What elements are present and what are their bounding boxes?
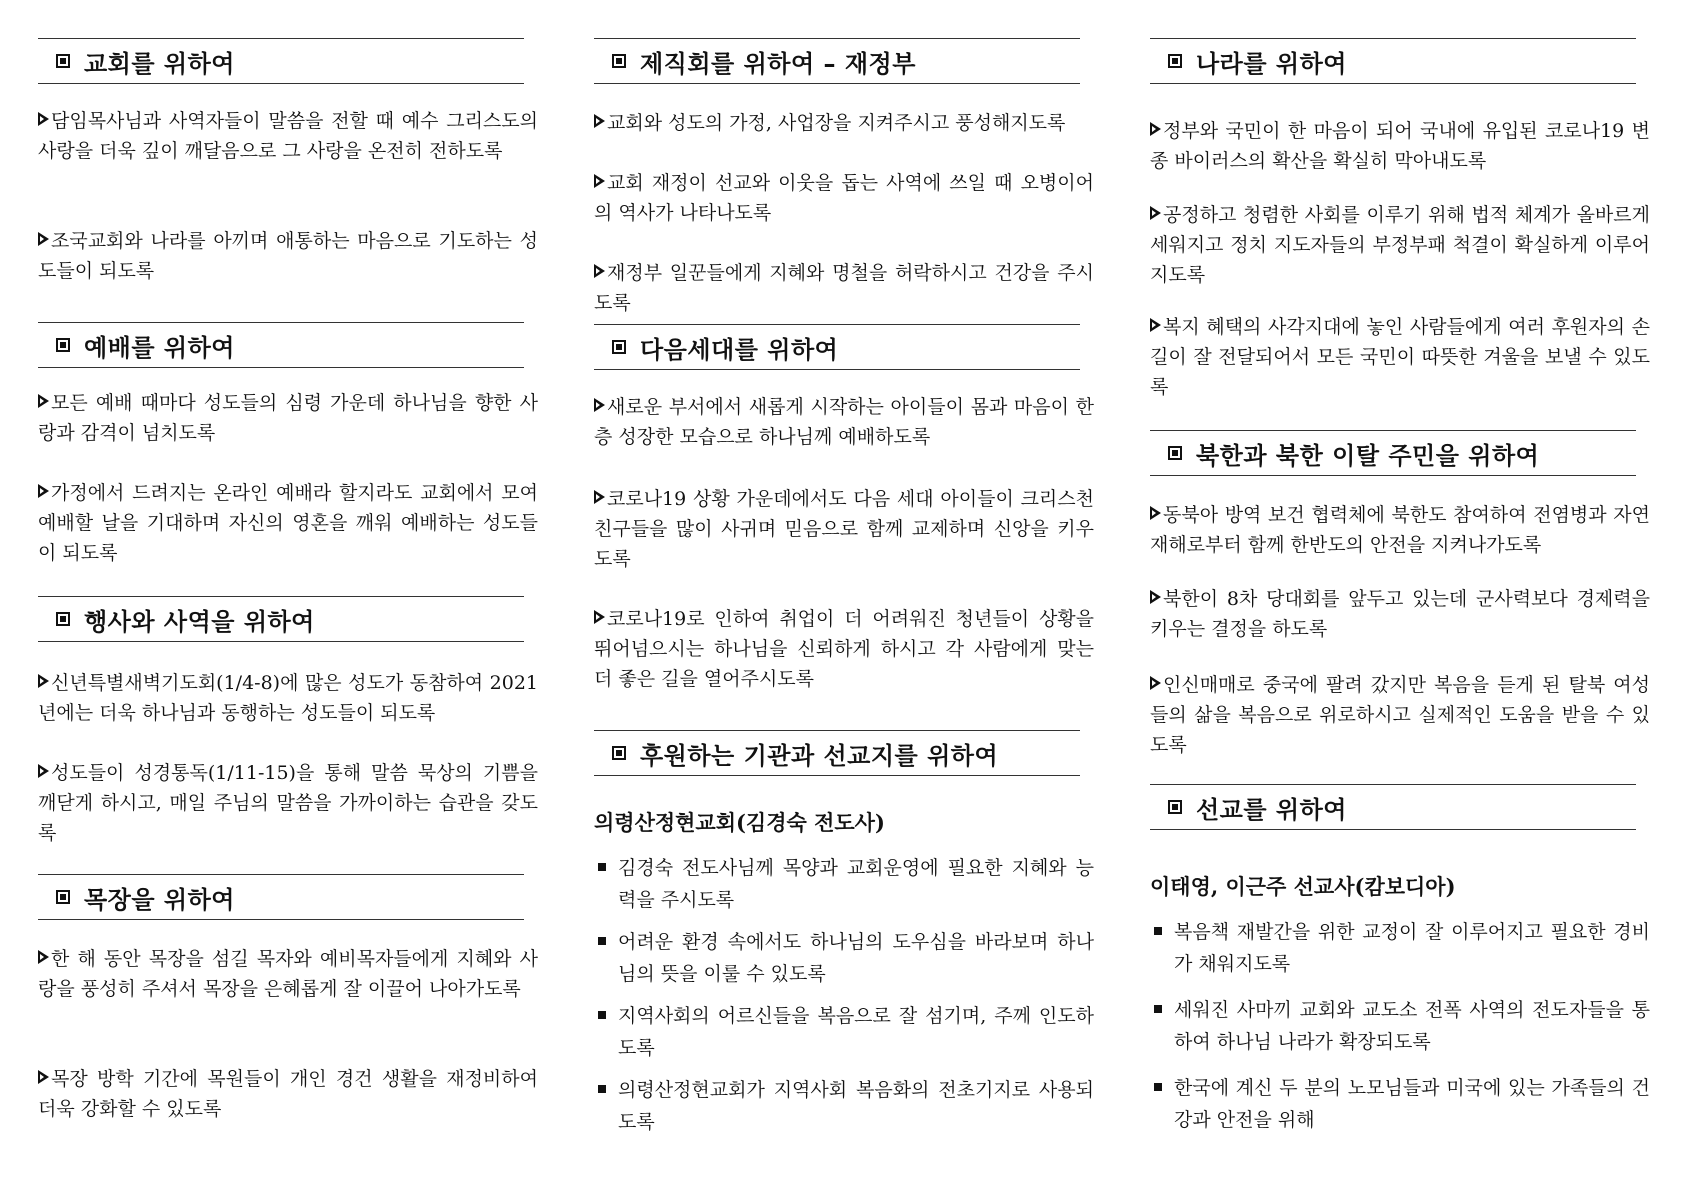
prayer-item: 성도들이 성경통독(1/11-15)을 통해 말씀 묵상의 기쁨을 깨닫게 하시고, 매일 주님의 말씀을 가까이하는 습관을 갖도록 [38,762,538,844]
triangle-bullet-icon [594,398,605,412]
triangle-bullet-icon [1150,122,1161,136]
section-title: 후원하는 기관과 선교지를 위하여 [640,741,999,770]
triangle-bullet-icon [38,950,49,964]
prayer-item: 코로나19 상황 가운데에서도 다음 세대 아이들이 크리스천 친구들을 많이 사귀며 믿음으로 함께 교제하며 신앙을 키우도록 [594,488,1094,570]
prayer-item: 코로나19로 인하여 취업이 더 어려워진 청년들이 상황을 뛰어넘으시는 하나님을 신뢰하게 하시고 각 사람에게 맞는 더 좋은 길을 열어주시도록 [594,608,1094,690]
bullet-item: 복음책 재발간을 위한 교정이 잘 이루어지고 필요한 경비가 채워지도록 [1150,916,1650,980]
square-bullet-icon [612,746,626,760]
prayer-item: 교회 재정이 선교와 이웃을 돕는 사역에 쓰일 때 오병이어의 역사가 나타나도록 [594,172,1094,224]
triangle-bullet-icon [38,1070,49,1084]
triangle-bullet-icon [38,674,49,688]
triangle-bullet-icon [594,490,605,504]
section-header-next-generation [594,324,1080,370]
prayer-item: 목장 방학 기간에 목원들이 개인 경건 생활을 재정비하여 더욱 강화할 수 있도록 [38,1068,538,1120]
bullet-item: 의령산정현교회가 지역사회 복음화의 전초기지로 사용되도록 [594,1074,1094,1138]
square-bullet-icon [598,937,606,945]
prayer-item: 북한이 8차 당대회를 앞두고 있는데 군사력보다 경제력을 키우는 결정을 하도록 [1150,588,1650,640]
triangle-bullet-icon [38,394,49,408]
prayer-item: 복지 혜택의 사각지대에 놓인 사람들에게 여러 후원자의 손길이 잘 전달되어서 모든 국민이 따뜻한 겨울을 보낼 수 있도록 [1150,316,1650,398]
square-bullet-icon [1154,1005,1162,1013]
square-bullet-icon [598,1011,606,1019]
prayer-item: 모든 예배 때마다 성도들의 심령 가운데 하나님을 향한 사랑과 감격이 넘치도록 [38,392,538,444]
square-bullet-icon [1154,927,1162,935]
square-bullet-icon [56,890,70,904]
square-bullet-icon [598,1085,606,1093]
square-bullet-icon [56,338,70,352]
prayer-item: 인신매매로 중국에 팔려 갔지만 복음을 듣게 된 탈북 여성들의 삶을 복음으로 위로하시고 실제적인 도움을 받을 수 있도록 [1150,674,1650,756]
section-header-nation [1150,38,1636,84]
prayer-item: 교회와 성도의 가정, 사업장을 지켜주시고 풍성해지도록 [594,108,1094,138]
bullet-item: 어려운 환경 속에서도 하나님의 도우심을 바라보며 하나님의 뜻을 이룰 수 있도록 [594,926,1094,990]
square-bullet-icon [1168,800,1182,814]
triangle-bullet-icon [594,114,605,128]
section-header-supported-missions [594,730,1080,776]
section-title: 행사와 사역을 위하여 [84,607,315,636]
prayer-item: 가정에서 드려지는 온라인 예배라 할지라도 교회에서 모여 예배할 날을 기대하며 자신의 영혼을 깨워 예배하는 성도들이 되도록 [38,482,538,564]
section-header-events [38,596,524,642]
bullet-item: 한국에 계신 두 분의 노모님들과 미국에 있는 가족들의 건강과 안전을 위해 [1150,1072,1650,1136]
square-bullet-icon [56,612,70,626]
prayer-item: 조국교회와 나라를 아끼며 애통하는 마음으로 기도하는 성도들이 되도록 [38,230,538,282]
prayer-item: 재정부 일꾼들에게 지혜와 명철을 허락하시고 건강을 주시도록 [594,262,1094,314]
triangle-bullet-icon [594,174,605,188]
square-bullet-icon [598,863,606,871]
prayer-item: 동북아 방역 보건 협력체에 북한도 참여하여 전염병과 자연재해로부터 함께 한반도의 안전을 지켜나가도록 [1150,504,1650,556]
bullet-item: 김경숙 전도사님께 목양과 교회운영에 필요한 지혜와 능력을 주시도록 [594,852,1094,916]
section-header-north-korea [1150,430,1636,476]
section-title: 목장을 위하여 [84,885,235,914]
triangle-bullet-icon [1150,590,1161,604]
triangle-bullet-icon [38,484,49,498]
square-bullet-icon [1168,54,1182,68]
section-header-missions [1150,784,1636,830]
section-title: 북한과 북한 이탈 주민을 위하여 [1196,441,1540,470]
prayer-item: 새로운 부서에서 새롭게 시작하는 아이들이 몸과 마음이 한층 성장한 모습으로 하나님께 예배하도록 [594,396,1094,448]
section-header-worship [38,322,524,368]
triangle-bullet-icon [594,610,605,624]
square-bullet-icon [1168,446,1182,460]
prayer-item: 공정하고 청렴한 사회를 이루기 위해 법적 체계가 올바르게 세워지고 정치 지도자들의 부정부패 척결이 확실하게 이루어지도록 [1150,204,1650,286]
mission-subtitle: 의령산정현교회(김경숙 전도사) [594,810,885,835]
square-bullet-icon [612,340,626,354]
section-title: 예배를 위하여 [84,333,235,362]
bullet-item: 지역사회의 어르신들을 복음으로 잘 섬기며, 주께 인도하도록 [594,1000,1094,1064]
section-title: 교회를 위하여 [84,49,235,78]
triangle-bullet-icon [1150,676,1161,690]
prayer-item: 담임목사님과 사역자들이 말씀을 전할 때 예수 그리스도의 사랑을 더욱 깊이 깨달음으로 그 사랑을 온전히 전하도록 [38,110,538,162]
square-bullet-icon [56,54,70,68]
mission-subtitle: 이태영, 이근주 선교사(캄보디아) [1150,874,1456,899]
prayer-item: 정부와 국민이 한 마음이 되어 국내에 유입된 코로나19 변종 바이러스의 확산을 확실히 막아내도록 [1150,120,1650,172]
prayer-item: 한 해 동안 목장을 섬길 목자와 예비목자들에게 지혜와 사랑을 풍성히 주셔서 목장을 은혜롭게 잘 이끌어 나아가도록 [38,948,538,1000]
section-title: 나라를 위하여 [1196,49,1347,78]
square-bullet-icon [612,54,626,68]
prayer-item: 신년특별새벽기도회(1/4-8)에 많은 성도가 동참하여 2021년에는 더욱 하나님과 동행하는 성도들이 되도록 [38,672,538,724]
section-title: 제직회를 위하여 – 재정부 [640,49,916,78]
triangle-bullet-icon [38,764,49,778]
triangle-bullet-icon [1150,506,1161,520]
triangle-bullet-icon [38,232,49,246]
bullet-item: 세워진 사마끼 교회와 교도소 전폭 사역의 전도자들을 통하여 하나님 나라가 확장되도록 [1150,994,1650,1058]
section-title: 선교를 위하여 [1196,795,1347,824]
triangle-bullet-icon [38,112,49,126]
section-header-church [38,38,524,84]
section-title: 다음세대를 위하여 [640,335,839,364]
square-bullet-icon [1154,1083,1162,1091]
triangle-bullet-icon [1150,206,1161,220]
triangle-bullet-icon [1150,318,1161,332]
section-header-small-group [38,874,524,920]
section-header-finance [594,38,1080,84]
triangle-bullet-icon [594,264,605,278]
